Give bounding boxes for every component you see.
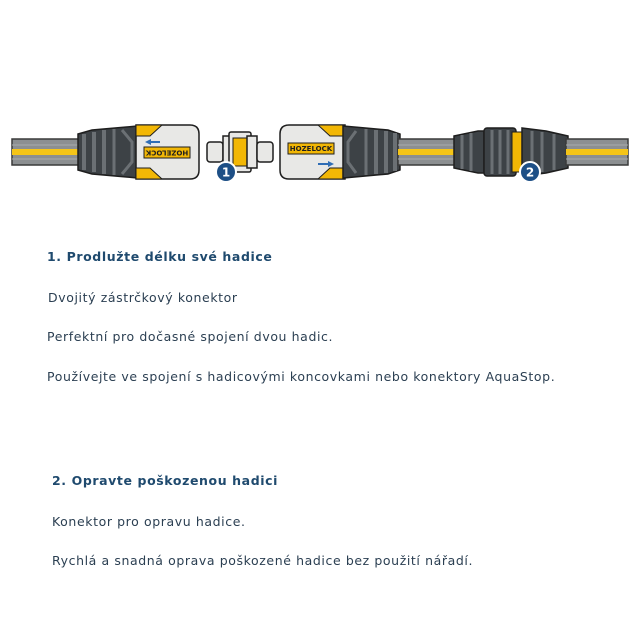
section1-line1: Perfektní pro dočasné spojení dvou hadic. [47,329,334,344]
section1-line2: Používejte ve spojení s hadicovými koncovkami nebo konektory AquaStop. [47,369,556,384]
hose-connector-illustration [0,100,640,200]
section1-heading: 1. Prodlužte délku své hadice [47,249,273,264]
section2-line1: Rychlá a snadná oprava poškozené hadice bez použití nářadí. [52,553,474,568]
left-logo-text: HOZELOCK [145,148,189,157]
right-hose [566,139,628,165]
hose-repair-connector [454,128,568,176]
section2-item-name: Konektor pro opravu hadice. [52,514,246,529]
section1-item-name: Dvojitý zástrčkový konektor [48,290,238,305]
marker-1 [216,162,236,182]
section2-heading: 2. Opravte poškozenou hadici [52,473,279,488]
svg-text:1: 1 [221,165,231,180]
right-hose-end-connector [280,125,400,179]
middle-hose [398,139,456,165]
left-hose-end-connector [78,125,199,179]
right-logo-text: HOZELOCK [289,145,333,153]
svg-text:2: 2 [525,165,535,180]
marker-2 [520,162,540,182]
